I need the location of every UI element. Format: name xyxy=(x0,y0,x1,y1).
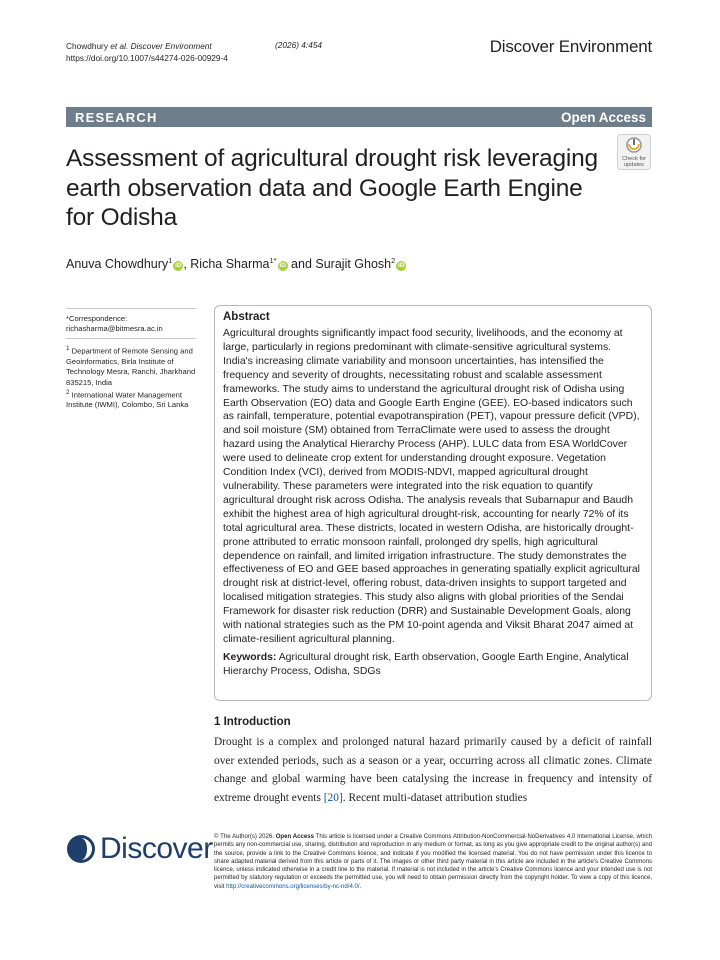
check-updates-line2: updates xyxy=(624,162,644,168)
introduction-paragraph xyxy=(214,733,652,807)
article-title: Assessment of agricultural drought risk leveraging earth observation data and Google Earth Engine for Odisha xyxy=(66,145,598,231)
correspondence-label: *Correspondence: xyxy=(66,314,128,323)
journal-name: Discover Environment xyxy=(489,37,652,56)
author-name[interactable]: Surajit Ghosh xyxy=(315,257,392,272)
correspondence-sidebar xyxy=(66,304,196,411)
article-type-banner xyxy=(66,107,652,127)
logo-text: Discover xyxy=(100,832,213,865)
orcid-icon[interactable]: iD xyxy=(175,262,182,270)
discover-logo xyxy=(66,832,213,866)
affil-text: International Water Management Institute (IWMI), Colombo, Sri Lanka xyxy=(66,390,189,410)
divider xyxy=(66,308,196,309)
divider xyxy=(66,338,196,339)
affil-num: 1 xyxy=(66,345,70,353)
affiliation-2 xyxy=(66,388,196,411)
citation-link[interactable]: [20] xyxy=(323,791,343,804)
author-affil-sup: 2 xyxy=(391,256,396,265)
affiliation-1 xyxy=(66,344,196,387)
orcid-icon[interactable]: iD xyxy=(279,262,286,270)
license-text xyxy=(214,833,652,891)
keywords xyxy=(223,651,643,679)
section-heading-introduction: 1 Introduction xyxy=(214,716,291,728)
discover-logo-icon xyxy=(66,834,96,864)
affil-text: Department of Remote Sensing and Geoinformatics, Birla Institute of Technology Mesra, Ranchi, Jharkhand 835215, India xyxy=(66,346,196,387)
intro-text: Drought is a complex and prolonged natural hazard primarily caused by a deficit of rainfall over extended periods, such as a season or a year, occurring across all climatic zones. Climate change and global warming have been catalysing the increase in frequency and intensity of extreme drought events xyxy=(214,736,652,804)
year-volume: (2026) 4:454 xyxy=(275,40,323,50)
abstract-heading: Abstract xyxy=(223,311,270,323)
open-access-label: Open Access xyxy=(560,109,646,125)
article-type-label: RESEARCH xyxy=(75,109,158,125)
license-lead: © The Author(s) 2026. xyxy=(214,834,276,840)
author-affil-sup: 1* xyxy=(269,256,277,265)
citation-journal: et al. Discover Environment xyxy=(110,41,212,51)
orcid-icon[interactable]: iD xyxy=(398,262,405,270)
keywords-text: Agricultural drought risk, Earth observation, Google Earth Engine, Analytical Hierarchy Process, Odisha, SDGs xyxy=(223,651,629,677)
author-separator: , xyxy=(183,257,191,272)
author-separator: and xyxy=(287,257,316,272)
affil-num: 2 xyxy=(66,388,70,396)
running-header-citation xyxy=(66,40,228,64)
intro-text: . Recent multi-dataset attribution studies xyxy=(342,791,528,804)
author-name[interactable]: Anuva Chowdhury xyxy=(66,257,169,272)
keywords-label: Keywords: xyxy=(223,651,277,663)
abstract-box xyxy=(214,305,652,701)
correspondence-email[interactable]: richasharma@bitmesra.ac.in xyxy=(66,324,163,334)
author-affil-sup: 1 xyxy=(168,256,173,265)
author-list xyxy=(66,256,406,271)
license-link[interactable]: http://creativecommons.org/licenses/by-nc-nd/4.0/ xyxy=(226,883,360,890)
check-updates-line1: Check for xyxy=(622,156,646,162)
doi-link[interactable]: https://doi.org/10.1007/s44274-026-00929-4 xyxy=(66,53,228,63)
license-open-access: Open Access xyxy=(275,834,314,840)
check-for-updates-badge[interactable] xyxy=(617,134,651,170)
abstract-text: Agricultural droughts significantly impact food security, livelihoods, and the economy at large, particularly in regions predominant with climate-sensitive agricultural systems. India's increasing climate variability and monsoon uncertainties, has intensified the frequency and severity of droughts, necessitating robust and scalable assessment frameworks. The study aims to understand the agricultural drought risk of Odisha using Earth Observation (EO) data and Google Earth Engine (GEE). EO-based indicators such as rainfall, temperature, potential evapotranspiration (PET), vapour pressure deficit (VPD), and soil moisture (SM) obtained from TerraClimate were used to assess the drought hazard using the Analytical Hierarchy Process (AHP). LULC data from ESA WorldCover were used to delineate crop extent for understanding drought exposure. Vegetation Condition Index (VCI), derived from MODIS-NDVI, mapped agricultural drought vulnerability. These parameters were integrated into the risk equation to quantify agricultural drought risk across Odisha. The analysis reveals that Subarnapur and Baudh exhibit the highest area of high agricultural drought-risk, accounting for nearly 72% of its total agricultural area. These districts, located in western Odisha, are historically drought-prone attributed to erratic monsoon rainfall, prolonged dry spells, high agricultural dependence on rainfall, and limited irrigation infrastructure. The study demonstrates the effectiveness of EO and GEE based approaches in generating spatially explicit agricultural drought risk at district-level, offering robust, data-driven insights to support targeted and localised mitigation strategies. This study also aligns with global priorities of the Sendai Framework for disaster risk reduction (DRR) and Sustainable Development Goals, along with national strategies such as the PM 10-point agenda and Viksit Bharat 2047 aimed at climate-resilient agricultural planning. xyxy=(223,328,640,645)
license-body: This article is licensed under a Creative Commons Attribution-NonCommercial-NoDerivatives 4.0 International License, which permits any non-commercial use, sharing, distribution and reproduction in any medium or format, as long as you give appropriate credit to the original author(s) and the source, provide a link to the Creative Commons licence, and indicate if you modified the licensed material. You do not have permission under this licence to share adapted material derived from this article or parts of it. The images or other third party material in this article are included in the article's Creative Commons licence, unless indicated otherwise in a credit line to the material. If material is not included in the article's Creative Commons licence and your intended use is not permitted by statutory regulation or exceeds the permitted use, you will need to obtain permission directly from the copyright holder. To view a copy of this licence, visit xyxy=(214,834,653,890)
check-for-updates-icon xyxy=(617,134,651,170)
citation-authors: Chowdhury xyxy=(66,41,108,51)
license-end: . xyxy=(359,883,362,890)
author-name[interactable]: Richa Sharma xyxy=(190,257,270,272)
